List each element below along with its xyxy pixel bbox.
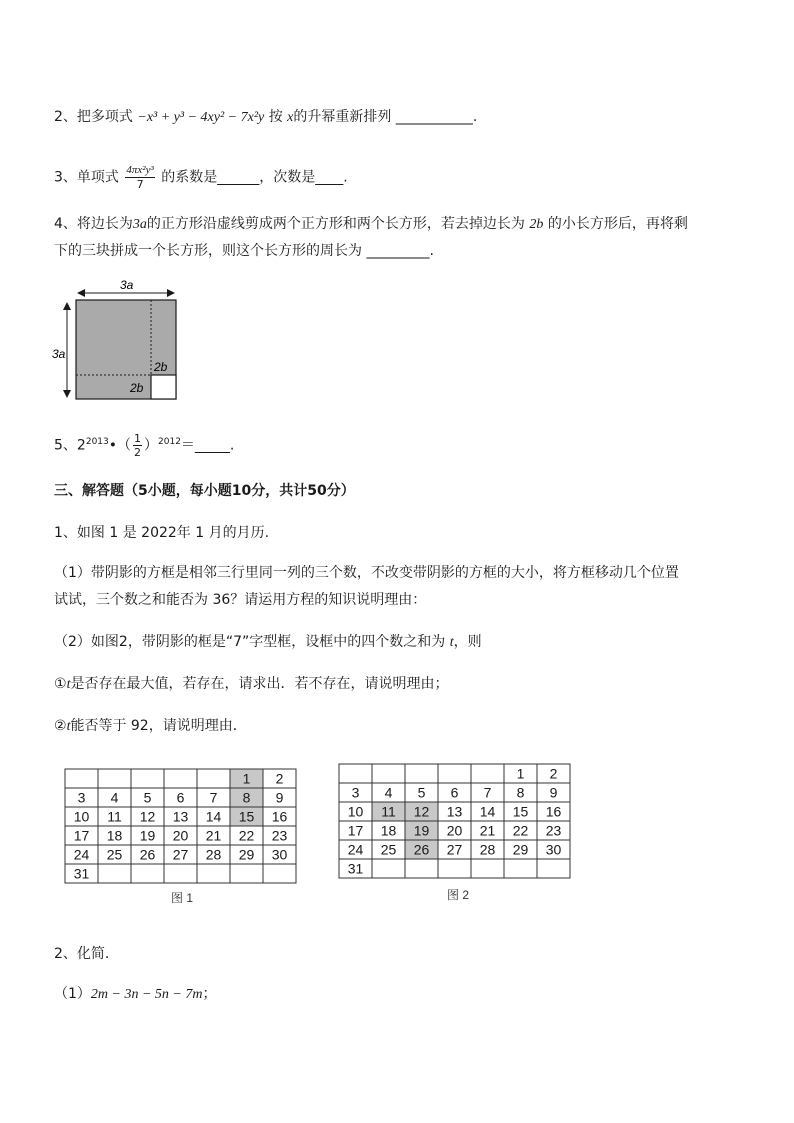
question-text: （2）如图2，带阴影的框是“7”字型框，设框中的四个数之和为 [54,634,446,650]
answer-blank[interactable]: _____ [194,437,230,454]
semicolon: ； [202,986,217,1002]
calendar-day-number: 27 [172,846,189,863]
calendar-day-number: 19 [139,827,156,844]
problem-1-part-1-line-2: 试试，三个数之和能否为 36？请运用方程的知识说明理由： [54,592,427,608]
calendar-day-number: 8 [242,789,251,806]
fraction-numerator: 1 [134,432,142,446]
question-text: 能否等于 92，请说明理由． [70,718,247,734]
calendar-cell [405,764,438,783]
calendar-day-number: 31 [347,860,364,877]
calendar-day-number: 7 [483,784,492,801]
calendar-cell [197,769,230,788]
calendar-day-number: 6 [176,789,185,806]
question-4-line-2 [54,241,434,261]
top-dimension-label: 3a [120,278,134,292]
close-paren: ） [144,437,159,454]
calendar-day-number: 1 [516,765,525,782]
calendar-day-number: 1 [242,770,251,787]
calendar-cell [197,864,230,883]
calendar-day-number: 23 [545,822,562,839]
half-fraction [133,432,142,459]
calendar-day-number: 24 [347,841,364,858]
calendar-cell [230,864,263,883]
calendar-day-number: 14 [479,803,496,820]
problem-1-part-1-line-1: （1）带阴影的方框是相邻三行里同一列的三个数，不改变带阴影的方框的大小，将方框移动几个位置 [54,565,679,581]
calendar-cell [438,764,471,783]
period: . [343,169,348,186]
calendar-day-number: 5 [143,789,152,806]
monomial-fraction [125,164,154,191]
variable: 3a [132,217,147,232]
calendar-day-number: 9 [549,784,558,801]
figure-caption: 图 2 [446,888,470,902]
calendar-day-number: 29 [512,841,529,858]
calendar-day-number: 16 [545,803,562,820]
problem-1-item-2 [54,716,247,737]
answer-blank-coefficient[interactable]: ______ [217,169,260,186]
calendar-day-number: 3 [77,789,86,806]
calendar-day-number: 17 [347,822,364,839]
calendar-day-number: 4 [110,789,119,806]
calendar-day-number: 10 [347,803,364,820]
polynomial-expression: −x³ + y³ − 4xy² − 7x²y [137,110,265,125]
exponent: 2013 [85,437,109,447]
question-text: 的正方形沿虚线剪成两个正方形和两个长方形，若去掉边长为 [146,216,525,232]
calendar-day-number: 11 [381,803,396,820]
problem-1-part-2 [54,632,482,653]
fraction-denominator: 2 [134,446,142,460]
variable: t [449,635,454,650]
calendar-day-number: 14 [205,808,222,825]
calendar-day-number: 10 [73,808,90,825]
calendar-day-number: 15 [512,803,529,820]
calendar-day-number: 30 [271,846,288,863]
question-text: 把多项式 [76,109,133,125]
calendar-cell [131,769,164,788]
variable: t [66,719,71,734]
calendar-day-number: 21 [479,822,496,839]
calendar-day-number: 15 [238,808,255,825]
problem-1-intro: 1、如图 1 是 2022年 1 月的月历. [54,525,270,541]
calendar-cell [131,864,164,883]
circle-number: ① [54,676,67,692]
part-label: （1） [54,986,91,1002]
calendar-day-number: 12 [413,803,430,820]
circle-number: ② [54,718,67,734]
operator: •（ [108,437,132,454]
calendar-day-number: 26 [139,846,156,863]
calendar-cell [164,864,197,883]
calendar-cell [372,764,405,783]
calendar-cell [405,859,438,878]
inner-label-2b-right: 2b [154,360,168,374]
calendar-day-number: 28 [479,841,496,858]
period: . [429,243,434,259]
question-text: 下的三块拼成一个长方形，则这个长方形的周长为 [54,243,362,259]
calendar-day-number: 20 [446,822,463,839]
period: . [229,437,235,454]
calendar-day-number: 18 [106,827,123,844]
calendar-day-number: 2 [275,770,284,787]
calendar-cell [504,859,537,878]
question-text: 4、将边长为 [54,216,133,232]
calendar-day-number: 9 [275,789,284,806]
calendar-day-number: 28 [205,846,222,863]
calendar-cell [65,769,98,788]
calendar-cell [372,859,405,878]
answer-blank-degree[interactable]: ____ [315,169,344,186]
calendar-figure-1 [64,768,300,908]
question-text: 单项式 [76,169,119,186]
equals: ＝ [180,437,195,454]
calendar-day-number: 17 [73,827,90,844]
calendar-cell [98,864,131,883]
question-3 [54,164,348,191]
power-base: 2 [76,437,86,454]
variable: x [287,110,294,125]
calendar-day-number: 16 [271,808,288,825]
calendar-cell [263,864,296,883]
calendar-day-number: 2 [549,765,558,782]
calendar-day-number: 24 [73,846,90,863]
removed-small-square [151,375,176,399]
fraction-numerator: 4πx²y³ [126,164,154,176]
calendar-cell [471,859,504,878]
calendar-figure-2 [338,763,578,908]
calendar-day-number: 7 [209,789,218,806]
question-2 [54,107,477,128]
variable: 2b [529,217,544,232]
calendar-cell [339,764,372,783]
calendar-day-number: 3 [351,784,360,801]
question-text: ，则 [453,634,482,650]
question-text: 的系数是 [161,169,218,186]
calendar-cell [471,764,504,783]
calendar-day-number: 20 [172,827,189,844]
square-figure [50,276,190,404]
question-4-line-1 [54,214,688,235]
calendar-day-number: 31 [73,865,90,882]
question-text: ，次数是 [259,169,316,186]
calendar-cell [98,769,131,788]
calendar-day-number: 27 [446,841,463,858]
inner-label-2b-bottom: 2b [130,381,144,395]
calendar-day-number: 6 [450,784,459,801]
calendar-day-number: 25 [106,846,123,863]
calendar-day-number: 21 [205,827,222,844]
expression: 2m − 3n − 5n − 7m [90,987,203,1002]
calendar-day-number: 22 [512,822,529,839]
calendar-day-number: 12 [139,808,156,825]
figure-caption: 图 1 [170,891,194,905]
question-text: 的升幂重新排列 [293,109,392,125]
question-text: 是否存在最大值，若存在，请求出．若不存在，请说明理由； [70,676,449,692]
calendar-day-number: 13 [172,808,189,825]
section-heading: 三、解答题（5小题，每小题10分，共计50分） [54,483,355,499]
fraction-denominator: 7 [136,178,144,191]
problem-1-item-1 [54,674,448,695]
calendar-day-number: 25 [380,841,397,858]
calendar-day-number: 23 [271,827,288,844]
question-5 [54,432,234,459]
answer-blank[interactable]: ___________ [395,109,473,125]
calendar-day-number: 11 [107,808,122,825]
variable: t [66,677,71,692]
calendar-day-number: 13 [446,803,463,820]
problem-2-intro: 2、化简. [54,946,110,962]
calendar-day-number: 8 [516,784,525,801]
problem-2-part-1 [54,984,216,1005]
calendar-day-number: 5 [417,784,426,801]
calendar-day-number: 26 [413,841,430,858]
question-number: 3、 [54,169,77,186]
calendar-day-number: 29 [238,846,255,863]
calendar-cell [164,769,197,788]
question-text: 的小长方形后，再将剩 [547,216,688,232]
question-text: 按 [268,109,283,125]
period: . [472,109,478,125]
answer-blank[interactable]: _________ [366,243,430,259]
question-number: 5、 [54,437,77,454]
calendar-cell [537,859,570,878]
calendar-day-number: 22 [238,827,255,844]
left-dimension-label: 3a [52,347,66,361]
question-number: 2、 [54,109,77,125]
calendar-cell [438,859,471,878]
calendar-day-number: 4 [384,784,393,801]
calendar-day-number: 18 [380,822,397,839]
calendar-day-number: 19 [413,822,430,839]
calendar-day-number: 30 [545,841,562,858]
exponent: 2012 [158,437,181,447]
